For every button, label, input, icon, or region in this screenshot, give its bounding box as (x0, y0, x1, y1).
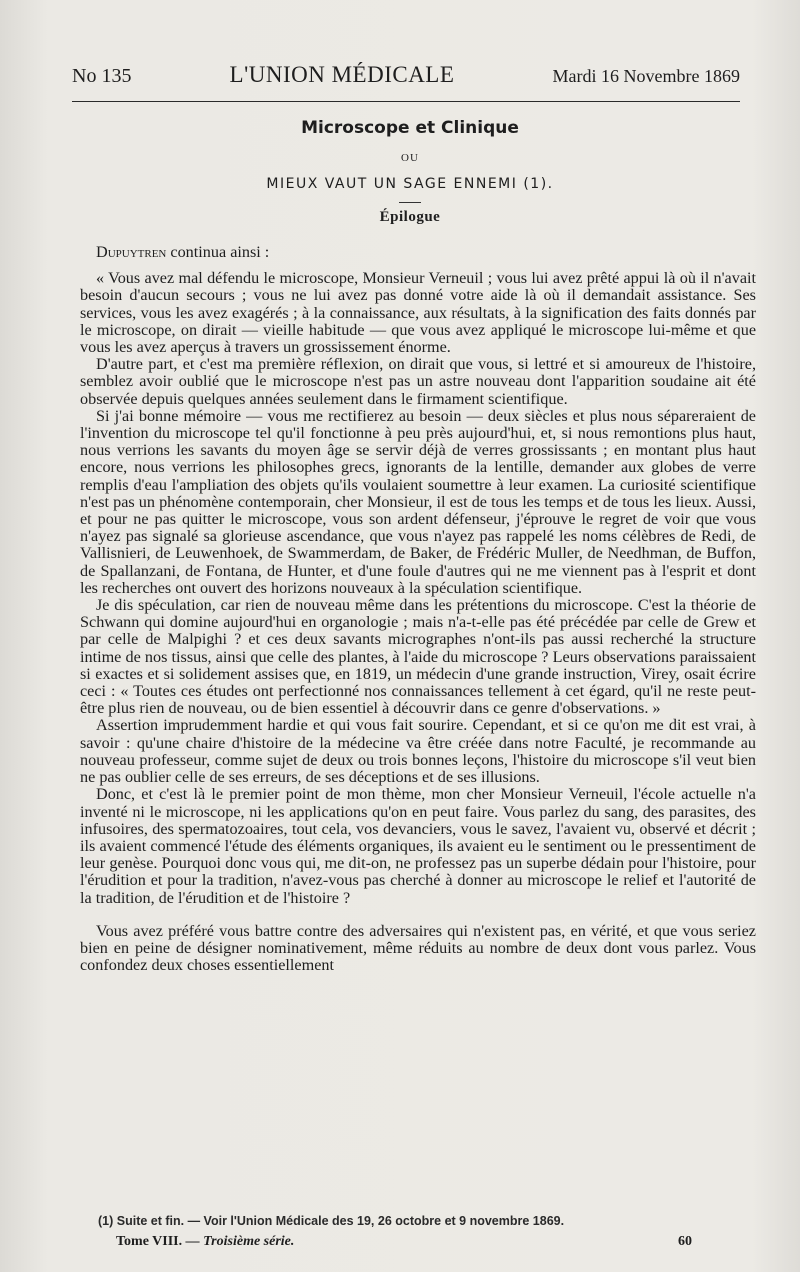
page-number: 60 (678, 1234, 692, 1249)
paragraph: D'autre part, et c'est ma première réflexion, on dirait que vous, si lettré et si amoureux de l'histoire, semblez avoir oublié que le microscope n'est pas un astre nouveau dont l'apparition soudaine ait été observée depuis quelques années seulement dans le firmament scientifique. (80, 355, 756, 408)
intro-text: continua ainsi : (166, 243, 270, 261)
header-rule (72, 101, 740, 102)
intro-line (80, 244, 756, 261)
paragraph: Si j'ai bonne mémoire — vous me rectifierez au besoin — deux siècles et plus nous sépareraient de l'invention du microscope tel qu'il fonctionne à peu près aujourd'hui, et, si nous remontions plus haut, nous verrions les savants du moyen âge se servir déjà de verres grossissants ; en montant plus haut encore, nous verrions les philosophes grecs, ignorants de la lentille, demander aux globes de verre remplis d'eau l'ampliation des objets qu'ils voulaient soumettre à leur examen. La curiosité scientifique n'est pas un phénomène contemporain, cher Monsieur, il est de tous les temps et de tous les lieux. Aussi, et pour ne pas quitter le microscope, vous son ardent défenseur, j'éprouve le regret de voir que vous n'ayez pas signalé sa glorieuse ascendance, que vous n'ayez pas rappelé les noms célèbres de Redi, de Vallisnieri, de Leuwenhoek, de Swammerdam, de Baker, de Frédéric Muller, de Needhman, de Buffon, de Spallanzani, de Fontana, de Hunter, et d'une foule d'autres qui ne me viennent pas à l'esprit et dont les recherches ont ouvert des horizons nouveaux à la spéculation scientifique. (80, 406, 756, 597)
issue-date: Mardi 16 Novembre 1869 (552, 66, 740, 86)
running-header (72, 62, 740, 96)
page-footer (116, 1234, 692, 1250)
article-body (80, 244, 756, 974)
paragraph: Assertion imprudemment hardie et qui vous fait sourire. Cependant, et si ce qu'on me dit est vrai, à savoir : qu'une chaire d'histoire de la médecine va être créée dans notre Faculté, je recommande au nouveau professeur, comme sujet de deux ou trois bonnes leçons, l'histoire du microscope s'il veut bien ne pas oublier celle de ses erreurs, de ses déceptions et de ses illusions. (80, 716, 756, 787)
issue-number: No 135 (72, 65, 132, 87)
article-heading (80, 118, 740, 226)
paragraph: Donc, et c'est là le premier point de mon thème, mon cher Monsieur Verneuil, l'école actuelle n'a inventé ni le microscope, ni les applications qu'on en peut faire. Vous parlez du sang, des parasites, des infusoires, des spermatozoaires, tout cela, vos devanciers, vous le savez, l'avaient vu, observé et décrit ; ils avaient commencé l'étude des éléments organiques, ils avaient eu le sentiment ou le pressentiment de leur genèse. Pourquoi donc vous qui, me dit-on, ne professez pas un superbe dédain pour l'histoire, pour l'érudition et pour la tradition, n'avez-vous pas cherché à donner au microscope le relief et l'autorité de la tradition, de l'érudition et de l'histoire ? (80, 785, 756, 907)
paragraph: Je dis spéculation, car rien de nouveau même dans les prétentions du microscope. C'est la théorie de Schwann qui domine aujourd'hui en organologie ; mais n'a-t-elle pas été précédée par celle de Grew et par celle de Malpighi ? et ces deux savants micrographes n'ont-ils pas aussi recherché la structure intime de nos tissus, ainsi que celle des plantes, à l'aide du microscope ? Leurs observations paraissaient si exactes et si solidement assises que, en 1819, un médecin d'une grande instruction, Virey, osait écrire ceci : « Toutes ces études ont perfectionné nos connaissances tellement à cet égard, qu'il ne reste peut-être plus rien de nouveau, ou de bien essentiel à découvrir dans ce genre d'observations. » (80, 596, 756, 718)
article-title: Microscope et Clinique (301, 118, 519, 138)
footer-volume-series (116, 1234, 294, 1250)
section-heading: Épilogue (379, 209, 441, 225)
series-label: — Troisième série. (185, 1234, 295, 1249)
paragraph: « Vous avez mal défendu le microscope, Monsieur Verneuil ; vous lui avez prêté appui là où il n'avait besoin d'aucun secours ; vous ne lui avez pas donné votre aide là où il demandait assistance. Ses services, vous les avez exagérés ; à la connaissance, aux résultats, à la signification des faits donnés par le microscope, on dirait — vieille habitude — que vous avez appliqué le microscope lui-même et que vous les avez aperçus à travers un grossissement énorme. (80, 269, 756, 357)
article-subtitle: MIEUX VAUT UN SAGE ENNEMI (1). (266, 176, 554, 192)
footnote: (1) Suite et fin. — Voir l'Union Médicale des 19, 26 octobre et 9 novembre 1869. (98, 1214, 565, 1228)
title-dash (399, 202, 421, 203)
journal-title: L'UNION MÉDICALE (229, 62, 455, 87)
title-conjunction: OU (401, 152, 419, 164)
volume-label: Tome VIII. (116, 1234, 183, 1249)
speaker-name: Dupuytren (96, 243, 167, 261)
paragraph: Vous avez préféré vous battre contre des adversaires qui n'existent pas, en vérité, et que vous seriez bien en peine de désigner nominativement, même réduits au nombre de deux dont vous parlez. Vous confondez deux choses essentiellement (80, 921, 756, 975)
